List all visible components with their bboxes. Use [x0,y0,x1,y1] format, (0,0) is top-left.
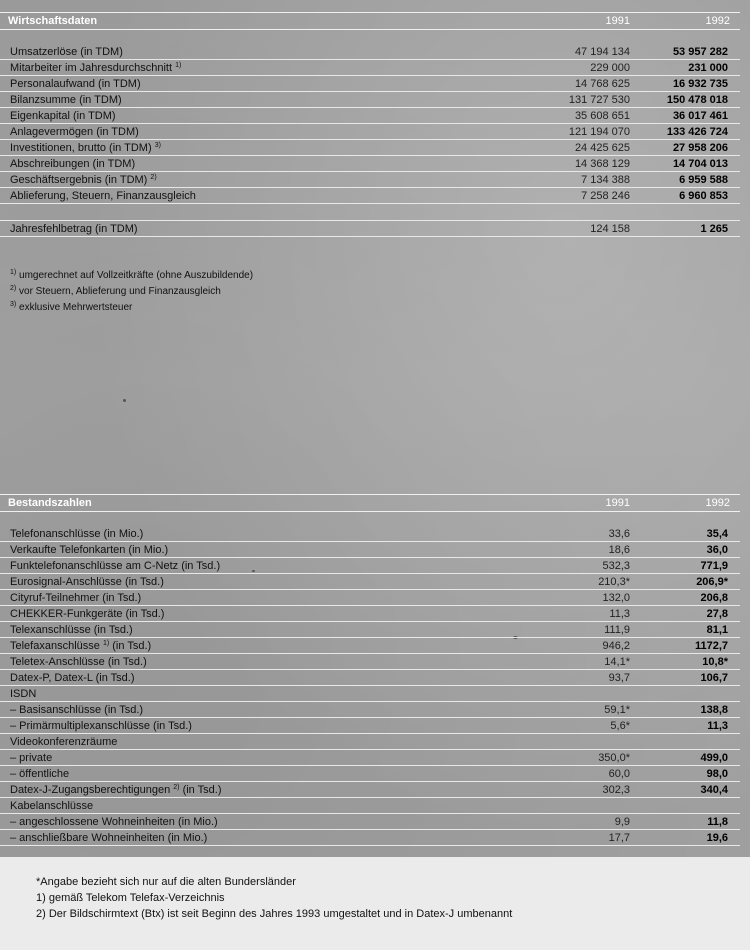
footnote-marker: 1) [102,640,110,647]
row-label [10,719,192,734]
note-line: 2) Der Bildschirmtext (Btx) ist seit Beginn des Jahres 1993 umgestaltet und in Datex-J umbenannt [36,908,513,920]
table-row [0,718,740,734]
row-label [10,735,117,750]
footnote-marker: 2) [10,285,17,292]
value-1992: 53 957 282 [672,46,728,58]
table-row [0,574,740,590]
table-row [0,188,740,204]
row-label-text: Abschreibungen (in TDM) [10,158,136,170]
row-label-text: – angeschlossene Wohneinheiten (in Mio.) [10,816,218,828]
row-label-text: Umsatzerlöse (in TDM) [10,46,123,58]
footnote-marker: 3) [154,142,161,149]
value-1992: 27 958 206 [672,142,728,154]
value-1991: 124 158 [590,223,630,235]
row-label-text: Investitionen, brutto (in TDM) [10,142,152,154]
row-label: Jahresfehlbetrag (in TDM) [10,223,138,235]
row-label-text: Geschäftsergebnis (in TDM) [10,174,148,186]
row-label [10,703,143,718]
row-label-text: – Basisanschlüsse (in Tsd.) [10,704,144,716]
row-label [10,125,139,140]
row-label-suffix: (in Tsd.) [109,640,152,652]
table-row [0,750,740,766]
value-1992: 1 265 [700,223,728,235]
footnote-text: exklusive Mehrwertsteuer [19,302,133,313]
row-label [10,173,157,188]
value-1991: 33,6 [608,528,630,540]
row-label-text: Funktelefonanschlüsse am C-Netz (in Tsd.) [10,560,221,572]
value-1992: 340,4 [700,784,728,796]
value-1991: 7 258 246 [581,190,630,202]
row-label [10,109,116,124]
value-1991: 121 194 070 [568,126,630,138]
year-1992-heading: 1992 [705,497,730,509]
value-1991: 93,7 [608,672,630,684]
value-1992: 19,6 [706,832,728,844]
bestandszahlen-header [0,494,740,512]
row-label-text: Telexanschlüsse (in Tsd.) [10,624,133,636]
value-1992: 11,3 [707,720,728,732]
value-1992: 16 932 735 [672,78,728,90]
value-1991: 9,9 [614,816,630,828]
row-label-text: Bilanzsumme (in TDM) [10,94,122,106]
row-label-text: Videokonferenzräume [10,736,118,748]
row-label [10,687,36,702]
value-1991: 946,2 [602,640,630,652]
value-1991: 24 425 625 [574,142,630,154]
value-1991: 11,3 [609,608,630,620]
value-1991: 350,0* [598,752,630,764]
wirtschaftsdaten-section [0,12,740,237]
table-row [0,654,740,670]
row-label [10,527,143,542]
row-label [10,655,147,670]
value-1992: 206,8 [700,592,728,604]
row-label-text: – Primärmultiplexanschlüsse (in Tsd.) [10,720,192,732]
value-1991: 532,3 [602,560,630,572]
footnote-marker: 2) [173,784,180,791]
row-label-text: – anschließbare Wohneinheiten (in Mio.) [10,832,208,844]
value-1991: 14 368 129 [574,158,630,170]
value-1991: 302,3 [602,784,630,796]
row-label [10,751,52,766]
value-1991: 7 134 388 [581,174,630,186]
table-row [0,542,740,558]
row-label [10,799,93,814]
row-label-text: – private [10,752,53,764]
row-label [10,671,135,686]
table-row-total [0,220,740,237]
footnote [10,284,221,300]
value-1991: 5,6* [610,720,630,732]
value-1992: 771,9 [700,560,728,572]
value-1992: 138,8 [700,704,728,716]
value-1991: 17,7 [608,832,630,844]
footnote-text: umgerechnet auf Vollzeitkräfte (ohne Auszubildende) [19,270,254,281]
value-1992: 36,0 [706,544,728,556]
row-label-text: Personalaufwand (in TDM) [10,78,141,90]
row-label-text: Eurosignal-Anschlüsse (in Tsd.) [10,576,164,588]
value-1991: 210,3* [598,576,630,588]
row-label-text: – öffentliche [10,768,70,780]
value-1992: 27,8 [706,608,728,620]
row-label-text: Verkaufte Telefonkarten (in Mio.) [10,544,169,556]
value-1991: 35 608 651 [574,110,630,122]
row-label-text: CHEKKER-Funkgeräte (in Tsd.) [10,608,165,620]
table-row [0,558,740,574]
value-1992: 6 960 853 [679,190,728,202]
table-row [0,172,740,188]
row-label-text: Teletex-Anschlüsse (in Tsd.) [10,656,147,668]
value-1991: 18,6 [608,544,630,556]
value-1992: 81,1 [706,624,728,636]
footnote-marker: 1) [175,62,182,69]
row-label-text: Mitarbeiter im Jahresdurchschnitt [10,62,173,74]
row-label [10,591,141,606]
table-row [0,702,740,718]
row-label-text: Kabelanschlüsse [10,800,94,812]
year-1992-heading: 1992 [705,15,730,27]
wirtschaftsdaten-title: Wirtschaftsdaten [8,15,98,27]
table-row [0,782,740,798]
row-label [10,607,164,622]
table-row [0,108,740,124]
wirtschaftsdaten-header [0,12,740,30]
row-label-text: Ablieferung, Steuern, Finanzausgleich [10,190,196,202]
value-1992: 6 959 588 [679,174,728,186]
row-label-suffix: (in Tsd.) [179,784,222,796]
row-label [10,623,133,638]
row-label [10,815,218,830]
bestandszahlen-table [0,526,740,846]
row-label-text: Telefonanschlüsse (in Mio.) [10,528,144,540]
value-1991: 14,1* [604,656,630,668]
table-row [0,140,740,156]
row-label-text: Datex-P, Datex-L (in Tsd.) [10,672,135,684]
table-row [0,124,740,140]
row-label-text: Eigenkapital (in TDM) [10,110,116,122]
row-label-text: ISDN [10,688,37,700]
value-1992: 10,8* [702,656,728,668]
speck-mark [123,399,126,402]
row-label-text: Telefaxanschlüsse [10,640,100,652]
row-label [10,543,168,558]
value-1992: 14 704 013 [672,158,728,170]
footnote-marker: 1) [10,269,17,276]
row-label [10,639,151,654]
table-row [0,60,740,76]
value-1992: 133 426 724 [666,126,728,138]
year-1991-heading: 1991 [605,497,630,509]
row-label [10,783,222,798]
value-1992: 499,0 [700,752,728,764]
footnote-text: vor Steuern, Ablieferung und Finanzausgleich [19,286,221,297]
footnote [10,300,132,316]
row-label [10,189,196,204]
table-row [0,830,740,846]
row-label [10,93,122,108]
row-label [10,61,181,76]
row-label-text: Cityruf-Teilnehmer (in Tsd.) [10,592,142,604]
value-1991: 59,1* [604,704,630,716]
table-row [0,590,740,606]
table-row [0,76,740,92]
value-1991: 47 194 134 [574,46,630,58]
note-line: *Angabe bezieht sich nur auf die alten Bundersländer [36,876,296,888]
footnote-marker: 3) [10,301,17,308]
value-1992: 11,8 [707,816,728,828]
row-label [10,77,141,92]
footnote [10,268,253,284]
note-line: 1) gemäß Telekom Telefax-Verzeichnis [36,892,225,904]
value-1991: 131 727 530 [568,94,630,106]
value-1992: 206,9* [696,576,728,588]
table-row [0,156,740,172]
row-label [10,767,69,782]
value-1992: 35,4 [706,528,728,540]
row-label [10,559,220,574]
value-1991: 111,9 [604,624,630,636]
row-label [10,157,135,172]
table-row [0,44,740,60]
value-1992: 231 000 [688,62,728,74]
table-row [0,814,740,830]
table-row [0,798,740,814]
row-label-text: Datex-J-Zugangsberechtigungen [10,784,171,796]
table-row [0,526,740,542]
table-row [0,638,740,654]
spacer [0,512,740,526]
spacer [0,204,740,220]
value-1992: 36 017 461 [672,110,728,122]
value-1992: 150 478 018 [666,94,728,106]
table-row [0,670,740,686]
wirtschaftsdaten-table [0,44,740,204]
table-row [0,766,740,782]
value-1991: 229 000 [590,62,630,74]
footnote-marker: 2) [150,174,157,181]
value-1992: 106,7 [700,672,728,684]
bestandszahlen-title: Bestandszahlen [8,497,92,509]
value-1992: 98,0 [706,768,728,780]
value-1991: 14 768 625 [574,78,630,90]
table-row [0,622,740,638]
spacer [0,30,740,44]
row-label [10,831,207,846]
row-label [10,45,123,60]
year-1991-heading: 1991 [605,15,630,27]
table-row [0,92,740,108]
table-row [0,686,740,702]
row-label-text: Anlagevermögen (in TDM) [10,126,139,138]
table-row [0,734,740,750]
row-label [10,575,164,590]
value-1991: 60,0 [608,768,630,780]
row-label [10,141,161,156]
bestandszahlen-notes [36,874,512,922]
table-row [0,606,740,622]
bestandszahlen-section [0,494,740,846]
value-1992: 1172,7 [694,640,728,652]
value-1991: 132,0 [602,592,630,604]
